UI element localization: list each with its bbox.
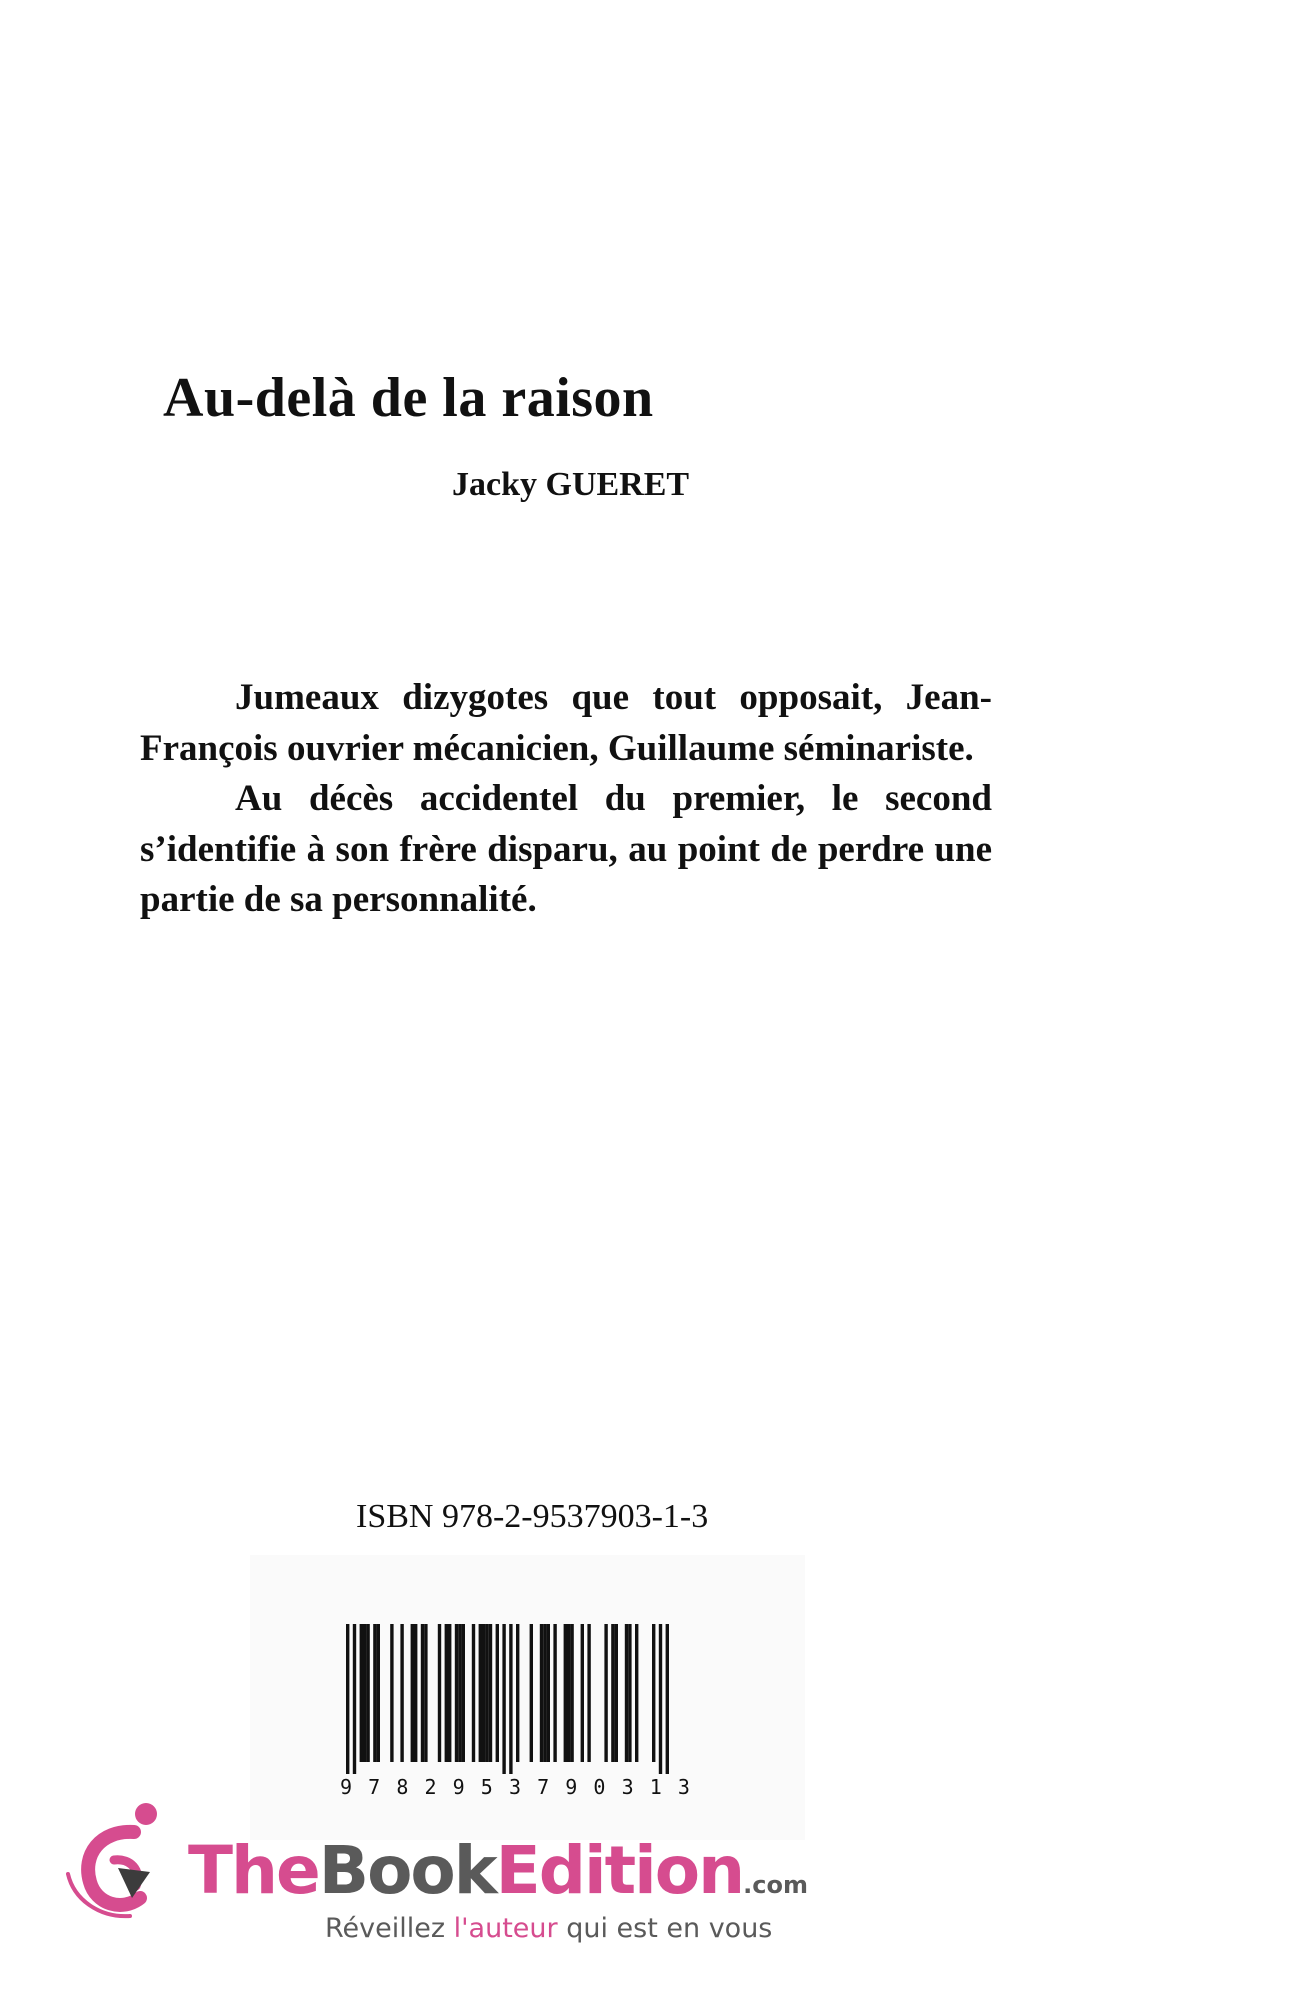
- barcode-bar: [353, 1624, 356, 1774]
- barcode-bar: [567, 1624, 570, 1762]
- barcode-bar: [635, 1624, 638, 1762]
- barcode-bar: [366, 1624, 369, 1762]
- barcode-bar: [516, 1624, 519, 1762]
- barcode-bar: [458, 1624, 461, 1762]
- barcode: [346, 1624, 688, 1774]
- barcode-bar: [489, 1624, 492, 1762]
- barcode-digit: 7: [537, 1775, 550, 1799]
- barcode-bar: [455, 1624, 458, 1762]
- barcode-bar: [547, 1624, 550, 1762]
- publisher-tagline: [325, 1913, 772, 1944]
- barcode-digit: 7: [368, 1775, 381, 1799]
- isbn-label: ISBN 978-2-9537903-1-3: [356, 1498, 709, 1535]
- barcode-bar: [587, 1624, 590, 1762]
- barcode-bar: [411, 1624, 414, 1762]
- barcode-bar: [530, 1624, 533, 1762]
- barcode-bar: [390, 1624, 393, 1762]
- barcode-bar: [540, 1624, 543, 1762]
- brand-domain-suffix: .com: [743, 1871, 808, 1899]
- barcode-bar: [445, 1624, 448, 1762]
- person-swirl-icon: [60, 1800, 185, 1925]
- barcode-bar: [421, 1624, 424, 1762]
- barcode-bar: [502, 1624, 505, 1774]
- barcode-digit: 3: [508, 1775, 521, 1799]
- barcode-bar: [570, 1624, 573, 1762]
- barcode-bar: [666, 1624, 669, 1774]
- book-author: Jacky GUERET: [452, 466, 690, 503]
- barcode-digit: 9: [565, 1775, 578, 1799]
- barcode-digit: 2: [424, 1775, 437, 1799]
- barcode-bar: [553, 1624, 556, 1762]
- barcode-bar: [472, 1624, 475, 1762]
- barcode-digit: 3: [621, 1775, 634, 1799]
- barcode-bar: [615, 1624, 618, 1762]
- blurb-paragraph: Au décès accidentel du premier, le second s’identifie à son frère disparu, au point de perdre une partie de sa personnalité.: [140, 778, 992, 920]
- barcode-digit: 9: [452, 1775, 465, 1799]
- blurb-paragraph: Jumeaux dizygotes que tout opposait, Jean-François ouvrier mécanicien, Guillaume séminariste.: [140, 677, 992, 769]
- barcode-bar: [485, 1624, 488, 1762]
- barcode-bar: [625, 1624, 628, 1762]
- barcode-bar: [604, 1624, 607, 1762]
- barcode-bar: [424, 1624, 427, 1762]
- barcode-digit: 9: [340, 1775, 353, 1799]
- barcode-digit: 3: [677, 1775, 690, 1799]
- barcode-bar: [479, 1624, 482, 1762]
- barcode-bar: [346, 1624, 349, 1774]
- barcode-bar: [482, 1624, 485, 1762]
- barcode-digit: 5: [480, 1775, 493, 1799]
- barcode-digit: 1: [649, 1775, 662, 1799]
- back-cover-blurb: [140, 673, 992, 926]
- brand-edition: Edition: [495, 1832, 744, 1909]
- barcode-bar: [400, 1624, 403, 1762]
- publisher-logo: [188, 1832, 808, 1909]
- barcode-bar: [438, 1624, 441, 1762]
- barcode-bar: [581, 1624, 584, 1762]
- barcode-bar: [611, 1624, 614, 1762]
- barcode-bar: [414, 1624, 417, 1762]
- barcode-bar: [373, 1624, 376, 1762]
- barcode-bar: [363, 1624, 366, 1762]
- brand-book: Book: [318, 1832, 496, 1909]
- book-title: Au-delà de la raison: [163, 367, 654, 429]
- barcode-bar: [448, 1624, 451, 1762]
- brand-the: The: [188, 1832, 319, 1909]
- tagline-end: qui est en vous: [557, 1913, 773, 1944]
- tagline-highlight: l'auteur: [453, 1913, 558, 1944]
- barcode-bar: [462, 1624, 465, 1762]
- barcode-bar: [360, 1624, 363, 1762]
- barcode-bar: [509, 1624, 512, 1774]
- barcode-bar: [659, 1624, 662, 1774]
- barcode-bar: [628, 1624, 631, 1762]
- barcode-bar: [564, 1624, 567, 1762]
- barcode-digits: [340, 1775, 690, 1799]
- barcode-bar: [377, 1624, 380, 1762]
- tagline-start: Réveillez: [325, 1913, 454, 1944]
- barcode-digit: 8: [396, 1775, 409, 1799]
- barcode-digit: 0: [593, 1775, 606, 1799]
- barcode-bar: [652, 1624, 655, 1762]
- barcode-bar: [543, 1624, 546, 1762]
- barcode-bar: [496, 1624, 499, 1762]
